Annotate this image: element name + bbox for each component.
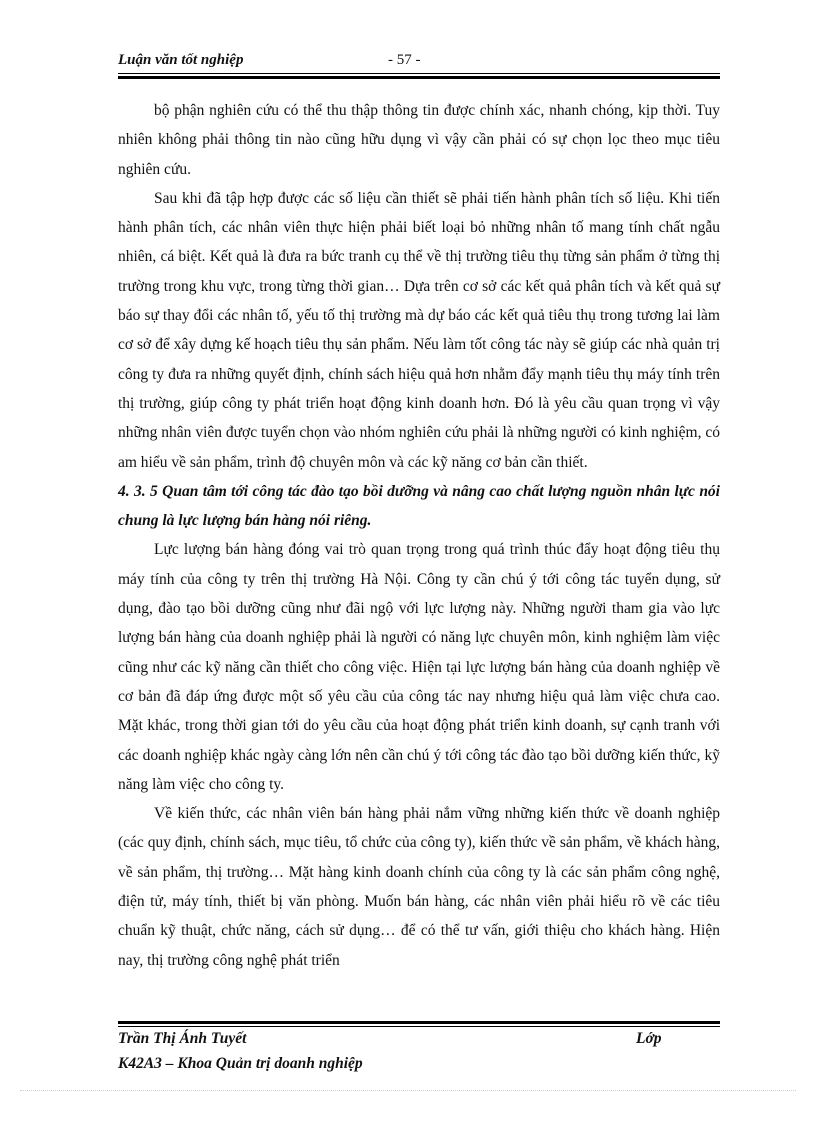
- page-number: - 57 -: [388, 52, 421, 68]
- footer-author: Trần Thị Ánh Tuyết: [118, 1030, 247, 1047]
- page-bottom-divider: [20, 1090, 796, 1091]
- paragraph-3: Lực lượng bán hàng đóng vai trò quan trọng trong quá trình thúc đẩy hoạt động tiêu thụ máy tính của công ty trên thị trường Hà Nội. Công ty cần chú ý tới công tác tuyển dụng, sử dụng, đào tạo bồi dưỡng cũng như đãi ngộ với lực lượng này. Những người tham gia vào lực lượng bán hàng của doanh nghiệp phải là người có năng lực chuyên môn, kinh nghiệm làm việc cũng như các kỹ năng cần thiết cho công việc. Hiện tại lực lượng bán hàng của doanh nghiệp về cơ bản đã đáp ứng được một số yêu cầu của công tác nay nhưng hiệu quả làm việc chưa cao. Mặt khác, trong thời gian tới do yêu cầu của hoạt động phát triển kinh doanh, sự cạnh tranh với các doanh nghiệp khác ngày càng lớn nên cần chú ý tới công tác đào tạo bồi dưỡng kiến thức, kỹ năng làm việc cho công ty.: [118, 541, 720, 793]
- section-heading: 4. 3. 5 Quan tâm tới công tác đào tạo bồi dưỡng và nâng cao chất lượng nguồn nhân lực nói chung là lực lượng bán hàng nói riêng.: [118, 482, 720, 530]
- paragraph-1: bộ phận nghiên cứu có thể thu thập thông tin được chính xác, nhanh chóng, kịp thời. Tuy nhiên không phải thông tin nào cũng hữu dụng vì vậy cần phải có sự chọn lọc theo mục tiêu nghiên cứu.: [118, 102, 720, 178]
- header-title: Luận văn tốt nghiệp: [118, 52, 244, 68]
- header-rule-thick: [118, 76, 720, 79]
- page-body: [118, 96, 720, 975]
- footer-rule-thin: [118, 1026, 720, 1027]
- paragraph-4: Về kiến thức, các nhân viên bán hàng phải nắm vững những kiến thức về doanh nghiệp (các quy định, chính sách, mục tiêu, tổ chức của công ty), kiến thức về sản phẩm, về khách hàng, về sản phẩm, thị trường… Mặt hàng kinh doanh chính của công ty là các sản phẩm công nghệ, điện tử, máy tính, thiết bị văn phòng. Muốn bán hàng, các nhân viên phải hiểu rõ về các tiêu chuẩn kỹ thuật, chức năng, cách sử dụng… để có thể tư vấn, giới thiệu cho khách hàng. Hiện nay, thị trường công nghệ phát triển: [118, 805, 720, 969]
- footer-class: Lớp: [636, 1030, 662, 1047]
- page-footer: [118, 1030, 720, 1080]
- footer-department: K42A3 – Khoa Quản trị doanh nghiệp: [118, 1055, 363, 1072]
- footer-rule-thick: [118, 1021, 720, 1024]
- header-rule-thin: [118, 73, 720, 74]
- paragraph-2: Sau khi đã tập hợp được các số liệu cần thiết sẽ phải tiến hành phân tích số liệu. Khi tiến hành phân tích, các nhân viên thực hiện phải biết loại bỏ những nhân tố mang tính chất ngẫu nhiên, cá biệt. Kết quả là đưa ra bức tranh cụ thể về thị trường tiêu thụ từng sản phẩm ở từng thị trường trong khu vực, trong từng thời gian… Dựa trên cơ sở các kết quả phân tích và kết quả sự báo sự thay đổi các nhân tố, yếu tố thị trường mà dự báo các kết quả tiêu thụ trong tương lai làm cơ sở để xây dựng kế hoạch tiêu thụ sản phẩm. Nếu làm tốt công tác này sẽ giúp các nhà quản trị công ty đưa ra những quyết định, chính sách hiệu quả hơn nhằm đẩy mạnh tiêu thụ máy tính trên thị trường, giúp công ty phát triển hoạt động kinh doanh hơn. Đó là yêu cầu quan trọng vì vậy những nhân viên được tuyển chọn vào nhóm nghiên cứu phải là những người có kinh nghiệm, có am hiểu về sản phẩm, trình độ chuyên môn và các kỹ năng cơ bản cần thiết.: [118, 189, 720, 471]
- page-header: [118, 52, 720, 74]
